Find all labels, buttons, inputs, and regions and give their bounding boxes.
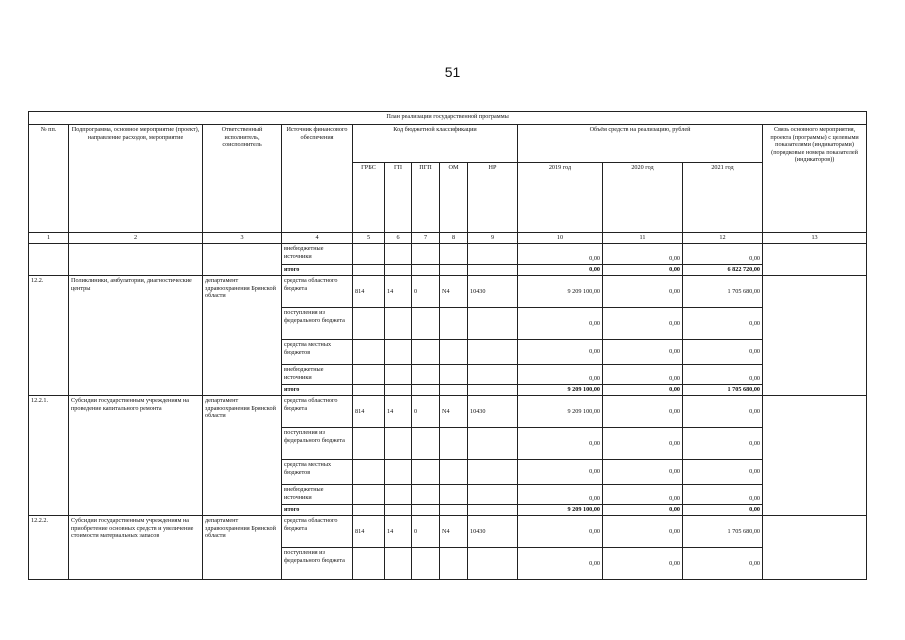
cell-gp: 14: [385, 276, 412, 308]
cell-amount: 9 209 100,00: [518, 385, 603, 396]
cell-amount: 0,00: [683, 485, 763, 505]
program-plan-table: [28, 111, 867, 580]
col-number: 5: [353, 233, 385, 244]
header-2019: 2019 год: [518, 163, 603, 233]
cell-amount: 0,00: [603, 308, 683, 340]
cell-pgp: 0: [412, 276, 440, 308]
cell-amount: 0,00: [683, 460, 763, 485]
cell-executor: [203, 244, 282, 276]
header-no: № пп.: [29, 125, 69, 233]
cell-amount: 6 822 720,00: [683, 265, 763, 276]
col-number: 1: [29, 233, 69, 244]
cell-source: итого: [282, 505, 353, 516]
cell-amount: 0,00: [518, 460, 603, 485]
cell-amount: 0,00: [683, 396, 763, 428]
cell-source: средства областного бюджета: [282, 516, 353, 548]
table-row: [29, 276, 867, 308]
cell-code: [353, 244, 385, 265]
cell-source: поступления из федерального бюджета: [282, 308, 353, 340]
page-number: 51: [444, 64, 461, 80]
header-gp: ГП: [385, 163, 412, 233]
col-number: 10: [518, 233, 603, 244]
cell-source: поступления из федерального бюджета: [282, 428, 353, 460]
cell-link: [763, 244, 867, 276]
col-number: 2: [69, 233, 203, 244]
cell-amount: 0,00: [518, 428, 603, 460]
cell-nr: 10430: [468, 516, 518, 548]
cell-amount: 0,00: [603, 428, 683, 460]
cell-amount: 0,00: [603, 340, 683, 365]
cell-amount: 0,00: [518, 265, 603, 276]
header-grbs: ГРБС: [353, 163, 385, 233]
cell-amount: 0,00: [518, 516, 603, 548]
cell-amount: 0,00: [603, 516, 683, 548]
col-number: 11: [603, 233, 683, 244]
cell-amount: 0,00: [518, 485, 603, 505]
cell-link: [763, 276, 867, 396]
cell-gp: 14: [385, 396, 412, 428]
cell-pgp: 0: [412, 516, 440, 548]
cell-amount: 0,00: [603, 460, 683, 485]
header-source: Источник финансового обеспечения: [282, 125, 353, 233]
cell-source: средства местных бюджетов: [282, 340, 353, 365]
cell-amount: 0,00: [603, 485, 683, 505]
col-number: 12: [683, 233, 763, 244]
cell-amount: 0,00: [518, 244, 603, 265]
header-pgp: ПГП: [412, 163, 440, 233]
cell-program: Поликлиники, амбулатории, диагностические центры: [69, 276, 203, 396]
cell-no: [29, 244, 69, 276]
header-budget-code: Код бюджетной классификации: [353, 125, 518, 163]
cell-amount: 0,00: [683, 365, 763, 385]
cell-amount: 0,00: [683, 505, 763, 516]
cell-source: средства областного бюджета: [282, 276, 353, 308]
cell-amount: 9 209 100,00: [518, 396, 603, 428]
cell-link: [763, 396, 867, 516]
cell-program: Субсидии государственным учреждениям на проведение капитального ремонта: [69, 396, 203, 516]
cell-amount: 0,00: [603, 385, 683, 396]
cell-amount: 1 705 680,00: [683, 516, 763, 548]
header-program: Подпрограмма, основное мероприятие (проект), направление расходов, мероприятие: [69, 125, 203, 233]
cell-gp: 14: [385, 516, 412, 548]
col-number: 4: [282, 233, 353, 244]
cell-source: итого: [282, 265, 353, 276]
cell-source: средства областного бюджета: [282, 396, 353, 428]
header-nr: НР: [468, 163, 518, 233]
header-link: Связь основного мероприятия, проекта (программы) с целевыми показателями (индикаторами) (порядковые номера показателей (индикаторов)): [763, 125, 867, 233]
cell-amount: 0,00: [603, 548, 683, 580]
cell-source: внебюджетные источники: [282, 485, 353, 505]
cell-amount: 0,00: [603, 276, 683, 308]
cell-source: поступления из федерального бюджета: [282, 548, 353, 580]
cell-code: [385, 244, 412, 265]
cell-link: [763, 516, 867, 580]
table-title: План реализации государственной программы: [29, 112, 867, 125]
col-number: 6: [385, 233, 412, 244]
cell-amount: 0,00: [518, 340, 603, 365]
cell-amount: 0,00: [518, 548, 603, 580]
cell-amount: 0,00: [603, 365, 683, 385]
cell-amount: 0,00: [603, 265, 683, 276]
cell-no: 12.2.2.: [29, 516, 69, 580]
header-om: ОМ: [440, 163, 468, 233]
table-row: [29, 516, 867, 548]
cell-source: внебюджетные источники: [282, 365, 353, 385]
header-volume: Объём средств на реализацию, рублей: [518, 125, 763, 163]
col-number: 9: [468, 233, 518, 244]
cell-grbs: 814: [353, 396, 385, 428]
header-2020: 2020 год: [603, 163, 683, 233]
table-row: [29, 396, 867, 428]
cell-executor: департамент здравоохранения Брянской области: [203, 276, 282, 396]
cell-code: [468, 244, 518, 265]
cell-executor: департамент здравоохранения Брянской области: [203, 516, 282, 580]
cell-no: 12.2.: [29, 276, 69, 396]
cell-amount: 0,00: [683, 244, 763, 265]
cell-code: [440, 244, 468, 265]
cell-amount: 0,00: [518, 365, 603, 385]
cell-amount: 0,00: [683, 548, 763, 580]
col-number: 7: [412, 233, 440, 244]
cell-amount: 1 705 680,00: [683, 276, 763, 308]
cell-amount: 1 705 680,00: [683, 385, 763, 396]
cell-code: [412, 244, 440, 265]
cell-source: средства местных бюджетов: [282, 460, 353, 485]
cell-amount: 0,00: [683, 308, 763, 340]
cell-amount: 0,00: [603, 505, 683, 516]
column-number-row: [29, 233, 867, 244]
cell-source: итого: [282, 385, 353, 396]
col-number: 8: [440, 233, 468, 244]
cell-om: N4: [440, 516, 468, 548]
cell-om: N4: [440, 276, 468, 308]
cell-amount: 9 209 100,00: [518, 276, 603, 308]
header-2021: 2021 год: [683, 163, 763, 233]
cell-amount: 0,00: [683, 428, 763, 460]
cell-grbs: 814: [353, 276, 385, 308]
cell-amount: 0,00: [603, 396, 683, 428]
cell-source: внебюджетные источники: [282, 244, 353, 265]
cell-amount: 0,00: [518, 308, 603, 340]
cell-program: Субсидии государственным учреждениям на приобретение основных средств и увеличение стоимости материальных запасов: [69, 516, 203, 580]
cell-om: N4: [440, 396, 468, 428]
cell-grbs: 814: [353, 516, 385, 548]
cell-program: [69, 244, 203, 276]
cell-executor: департамент здравоохранения Брянской области: [203, 396, 282, 516]
col-number: 13: [763, 233, 867, 244]
col-number: 3: [203, 233, 282, 244]
cell-amount: 9 209 100,00: [518, 505, 603, 516]
cell-nr: 10430: [468, 276, 518, 308]
cell-amount: 0,00: [603, 244, 683, 265]
table-row: [29, 244, 867, 265]
cell-amount: 0,00: [683, 340, 763, 365]
cell-pgp: 0: [412, 396, 440, 428]
header-executor: Ответственный исполнитель, соисполнитель: [203, 125, 282, 233]
cell-no: 12.2.1.: [29, 396, 69, 516]
cell-nr: 10430: [468, 396, 518, 428]
